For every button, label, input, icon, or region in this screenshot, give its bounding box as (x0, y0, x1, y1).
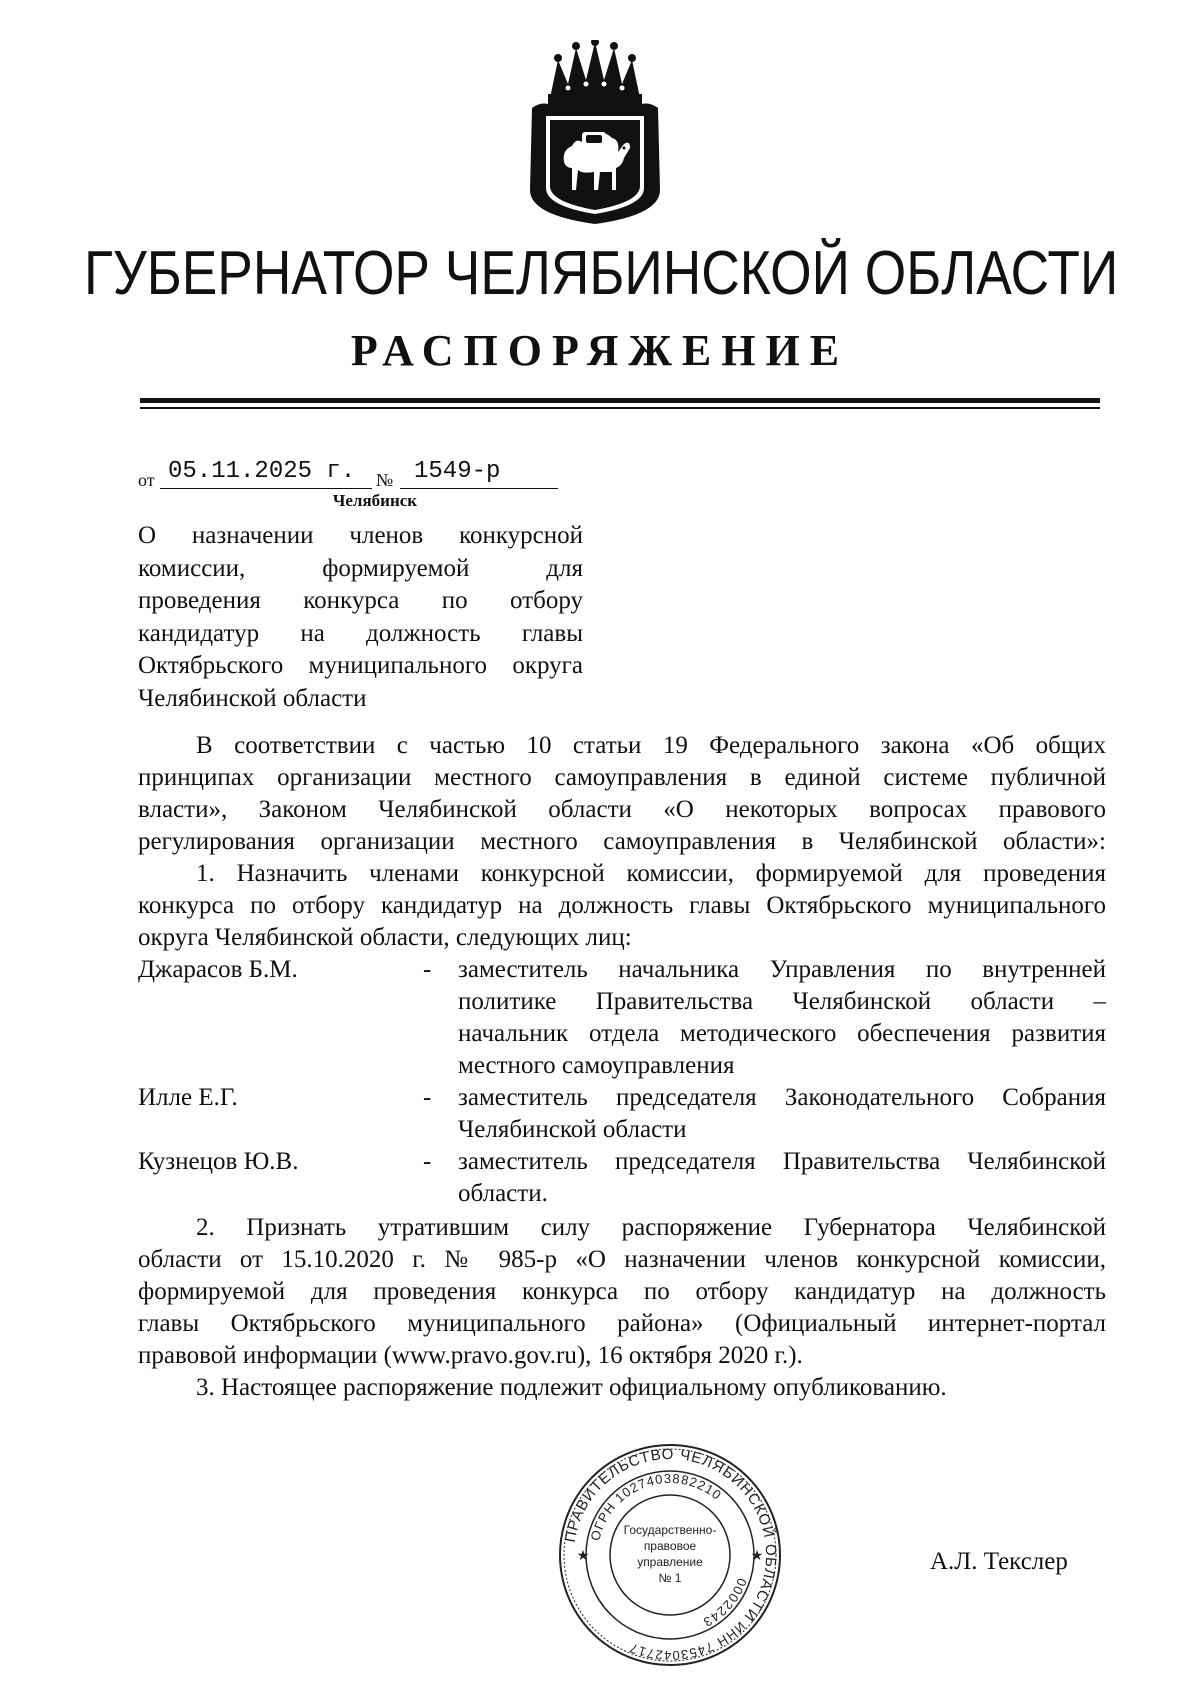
number-label: № (376, 470, 394, 490)
svg-text:ИНН 7453042717 (627, 1619, 748, 1663)
date-label: от (138, 470, 155, 490)
member-role (458, 954, 1106, 1082)
member-role (458, 1146, 1106, 1210)
item-2-line: главы Октябрьского муниципального района» (Официальный интернет-портал (138, 1310, 1106, 1337)
document-date: 05.11.2025 г. (168, 458, 356, 485)
member-dash: - (423, 1148, 432, 1175)
seal-center-line: № 1 (658, 1571, 682, 1585)
member-name: Кузнецов Ю.В. (138, 1148, 299, 1175)
title-line: кандидатур на должность главы (138, 619, 583, 647)
role-line: Челябинской области (458, 1116, 687, 1143)
header-rule-thick (140, 398, 1100, 403)
role-line: политике Правительства Челябинской области – (458, 988, 1106, 1015)
authority-name: ГУБЕРНАТОР ЧЕЛЯБИНСКОЙ ОБЛАСТИ (84, 239, 1119, 308)
role-line: заместитель председателя Правительства Челябинской (458, 1148, 1106, 1175)
member-name: Джарасов Б.М. (138, 956, 298, 983)
signer-name: А.Л. Текслер (930, 1548, 1068, 1575)
seal-ring-text: ПРАВИТЕЛЬСТВО ЧЕЛЯБИНСКОЙ ОБЛАСТИ (561, 1445, 780, 1626)
title-line: Октябрьского муниципального округа (138, 652, 583, 679)
item-2-line: 2. Признать утратившим силу распоряжение Губернатора Челябинской (196, 1214, 1106, 1241)
title-line: Челябинской области (138, 684, 367, 712)
svg-text:★: ★ (750, 1548, 764, 1564)
svg-text:0002243 (700, 1576, 750, 1630)
member-role (458, 1082, 1106, 1146)
number-underline (400, 488, 558, 489)
preamble-line: В соответствии с частью 10 статьи 19 Федерального закона «Об общих (196, 732, 1106, 759)
member-dash: - (423, 956, 432, 983)
preamble-line: власти», Законом Челябинской области «О некоторых вопросах правового (138, 796, 1106, 823)
seal-ogrn: ОГРН 1027403882210 (587, 1470, 725, 1543)
title-line: комиссии, формируемой для (138, 554, 583, 582)
item-2-line: области от 15.10.2020 г. № 985-р «О назначении членов конкурсной комиссии, (138, 1246, 1106, 1273)
preamble-line: принципах организации местного самоуправления в единой системе публичной (138, 764, 1106, 791)
title-line: О назначении членов конкурсной (138, 522, 583, 549)
role-line: области. (458, 1180, 548, 1207)
preamble-line: регулирования организации местного самоуправления в Челябинской области»: (138, 828, 1106, 855)
seal-center-line: управление (637, 1555, 703, 1569)
item-1-line: 1. Назначить членами конкурсной комиссии, формируемой для проведения (196, 860, 1106, 887)
document-number: 1549-р (414, 458, 501, 485)
seal-center-line: правовое (643, 1539, 697, 1553)
item-1-paragraph (138, 858, 1106, 954)
document-type: РАСПОРЯЖЕНИЕ (350, 326, 850, 375)
member-name: Илле Е.Г. (138, 1084, 238, 1111)
item-3-paragraph (138, 1372, 1106, 1404)
role-line: заместитель начальника Управления по внутренней (458, 956, 1106, 983)
seal-center-line: Государственно- (623, 1523, 717, 1537)
coat-of-arms-icon (520, 40, 670, 225)
header-rule-thin (140, 407, 1100, 409)
seal-code: 0002243 (700, 1576, 750, 1631)
role-line: местного самоуправления (458, 1052, 735, 1079)
role-line: начальник отдела методического обеспечения развития (458, 1020, 1106, 1047)
date-underline (160, 488, 372, 489)
title-line: проведения конкурса по отбору (138, 587, 583, 614)
item-2-line: правовой информации (www.pravo.gov.ru), 16 октября 2020 г.). (138, 1342, 803, 1369)
item-1-line: конкурса по отбору кандидатур на должность главы Октябрьского муниципального (138, 892, 1106, 919)
member-dash: - (423, 1084, 432, 1111)
item-3-line: 3. Настоящее распоряжение подлежит официальному опубликованию. (196, 1374, 947, 1401)
svg-text:★: ★ (576, 1548, 590, 1564)
role-line: заместитель председателя Законодательного Собрания (458, 1084, 1106, 1111)
item-1-line: округа Челябинской области, следующих лиц: (138, 924, 632, 951)
place-of-issue: Челябинск (332, 491, 418, 510)
preamble-paragraph (138, 730, 1106, 858)
seal-inn: ИНН 7453042717 (626, 1618, 749, 1664)
document-title (138, 520, 583, 715)
item-2-line: формируемой для проведения конкурса по отбору кандидатур на должность (138, 1278, 1106, 1305)
item-2-paragraph (138, 1212, 1106, 1372)
official-seal-icon (555, 1440, 785, 1670)
registration-line (138, 458, 598, 492)
